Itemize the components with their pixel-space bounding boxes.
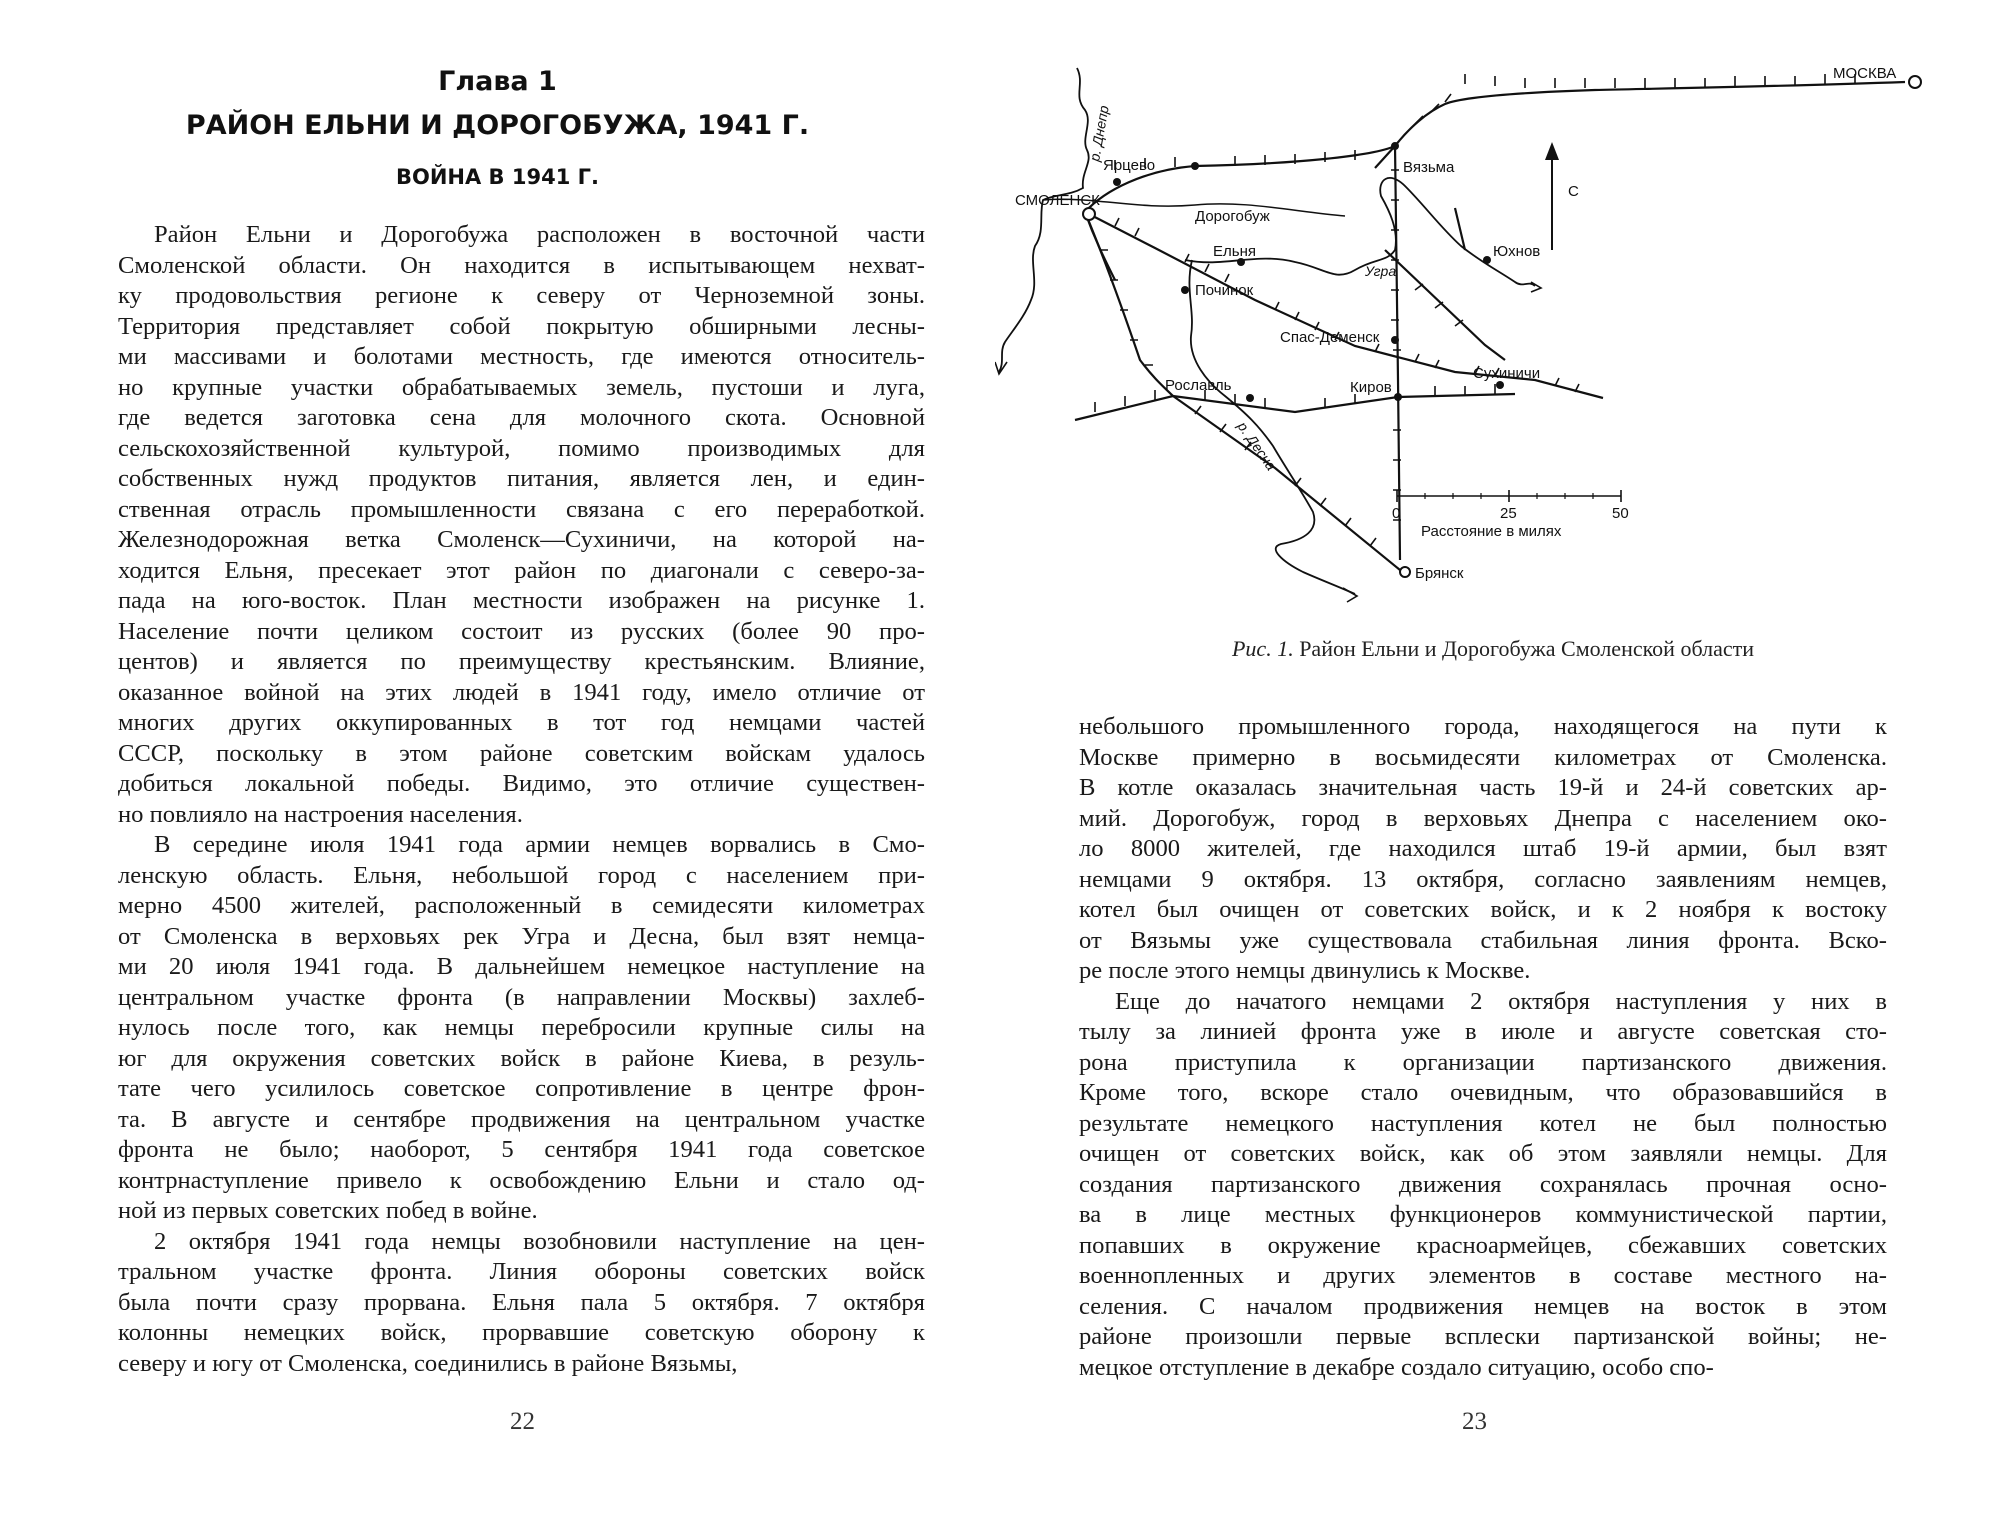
- text-line: Кроме того, вскоре стало очевидным, что образовавшийся в: [1079, 1079, 1887, 1106]
- text-line: нулось после того, как немцы перебросили крупные силы на: [118, 1014, 925, 1041]
- text-line: северу и югу от Смоленска, соединились в районе Вязьмы,: [118, 1349, 738, 1377]
- city-label-vyazma: Вязьма: [1403, 159, 1455, 176]
- city-label-smolensk: СМОЛЕНСК: [1015, 192, 1100, 209]
- city-label-dorogobuzh: Дорогобуж: [1195, 208, 1270, 225]
- river-ugra: [1185, 178, 1535, 286]
- text-line: мецкое отступление в декабре создало ситуацию, особо спо-: [1079, 1353, 1714, 1381]
- text-line: оказанное войной на этих людей в 1941 году, имело отличие от: [118, 678, 925, 706]
- city-label-sukhinichi: Сухиничи: [1473, 365, 1541, 382]
- text-line: В середине июля 1941 года армии немцев ворвались в Смо-: [154, 831, 925, 858]
- scale-label: Расстояние в милях: [1421, 523, 1562, 540]
- text-line: контрнаступление привело к освобождению Ельни и стало од-: [118, 1166, 925, 1194]
- river-label-desna: р. Десна: [1234, 418, 1280, 474]
- city-label-kirov: Киров: [1350, 379, 1392, 396]
- text-line: очищен от советских войск, как об этом заявляли немцы. Для: [1079, 1140, 1887, 1167]
- city-label-bryansk: Брянск: [1415, 565, 1464, 582]
- city-label-moscow: МОСКВА: [1833, 65, 1897, 82]
- text-line: военнопленных и других элементов в составе местного на-: [1079, 1262, 1887, 1289]
- right-page: [995, 0, 1991, 1540]
- text-line: тылу за линией фронта уже в июле и августе советская сто-: [1079, 1018, 1887, 1045]
- north-label: С: [1568, 183, 1579, 200]
- region-map: [995, 0, 1991, 640]
- text-line: мий. Дорогобуж, город в верховьях Днепра с населением око-: [1079, 804, 1887, 832]
- caption-prefix: Рис. 1.: [1231, 636, 1294, 661]
- text-line: 2 октября 1941 года немцы возобновили наступление на цен-: [154, 1227, 925, 1255]
- text-line: создания партизанского движения сохранялась прочная осно-: [1079, 1170, 1887, 1198]
- text-line: Москве примерно в восьмидесяти километрах от Смоленска.: [1079, 743, 1887, 771]
- text-line: Район Ельни и Дорогобужа расположен в восточной части: [154, 221, 925, 248]
- text-line: Смоленской области. Он находится в испытывающем нехват-: [118, 251, 925, 279]
- left-page: [0, 0, 995, 1540]
- text-line: Железнодорожная ветка Смоленск—Сухиничи, на которой на-: [118, 526, 925, 553]
- section-title: ВОЙНА В 1941 Г.: [395, 165, 599, 189]
- text-line: ре после этого немцы двинулись к Москве.: [1079, 957, 1531, 984]
- scale-tick-0: 0: [1392, 505, 1401, 522]
- text-line: но крупные участки обрабатываемых земель, пустоши и луга,: [118, 373, 925, 401]
- text-line: ло 8000 жителей, где находился штаб 19-й армии, был взят: [1079, 835, 1887, 862]
- text-line: Еще до начатого немцами 2 октября наступления у них в: [1115, 987, 1887, 1015]
- scale-tick-50: 50: [1612, 505, 1629, 522]
- text-line: тральном участке фронта. Линия обороны советских войск: [118, 1258, 925, 1285]
- text-line: та. В августе и сентябре продвижения на центральном участке: [118, 1105, 925, 1133]
- text-line: результате немецкого наступления котел не был полностью: [1079, 1109, 1887, 1137]
- railway-ties: [1095, 74, 1855, 546]
- text-line: юг для окружения советских войск в районе Киева, в резуль-: [118, 1044, 925, 1072]
- chapter-title: РАЙОН ЕЛЬНИ И ДОРОГОБУЖА, 1941 Г.: [185, 110, 810, 141]
- text-line: фронта не было; наоборот, 5 сентября 1941 года советское: [118, 1136, 925, 1163]
- left-body-text: [118, 220, 925, 1379]
- text-line: тате чего усилилось советское сопротивление в центре фрон-: [118, 1075, 925, 1102]
- river-label-ugra: Угра: [1365, 263, 1397, 279]
- text-line: добиться локальной победы. Видимо, это отличие существен-: [118, 770, 925, 797]
- city-label-yukhnov: Юхнов: [1493, 243, 1541, 260]
- river-dnepr: [999, 68, 1089, 372]
- page-number-right: 23: [1462, 1408, 1487, 1435]
- city-label-yelnya: Ельня: [1213, 243, 1256, 260]
- chapter-number: Глава 1: [438, 66, 557, 97]
- city-label-spas-demensk: Спас-Деменск: [1280, 329, 1380, 346]
- text-line: Население почти целиком состоит из русских (более 90 про-: [118, 617, 925, 645]
- text-line: ми массивами и болотами местность, где имеются относитель-: [118, 343, 925, 370]
- river-label-dnepr: р. Днепр: [1086, 104, 1112, 163]
- text-line: попавших в окружение красноармейцев, сбежавших советских: [1079, 1231, 1887, 1259]
- text-line: от Смоленска в верховьях рек Угра и Десна, был взят немца-: [118, 922, 925, 950]
- text-line: мерно 4500 жителей, расположенный в семидесяти километрах: [118, 892, 925, 919]
- right-body-text: [1079, 712, 1887, 1383]
- city-label-pochinok: Починок: [1195, 282, 1254, 299]
- text-line: ва в лице местных функционеров коммунистической партии,: [1079, 1201, 1887, 1228]
- figure-caption: [995, 636, 1991, 662]
- text-line: ми 20 июля 1941 года. В дальнейшем немецкое наступление на: [118, 953, 925, 980]
- text-line: ленскую область. Ельня, небольшой город с населением при-: [118, 861, 925, 889]
- text-line: селения. С началом продвижения немцев на восток в этом: [1079, 1292, 1887, 1320]
- scale-bar: [1392, 490, 1629, 540]
- text-line: была почти сразу прорвана. Ельня пала 5 октября. 7 октября: [118, 1288, 925, 1316]
- text-line: колонны немецких войск, прорвавшие советскую оборону к: [118, 1319, 925, 1346]
- text-line: центов) и является по преимуществу крестьянским. Влияние,: [118, 648, 925, 675]
- text-line: В котле оказалась значительная часть 19-й и 24-й советских ар-: [1079, 774, 1887, 801]
- text-line: но повлияло на настроения населения.: [118, 800, 523, 828]
- north-arrow-icon: [1545, 142, 1579, 250]
- city-markers: [1113, 142, 1504, 402]
- text-line: немцами 9 октября. 13 октября, согласно заявлениям немцев,: [1079, 865, 1887, 893]
- text-line: котел был очищен от советских войск, и к 2 ноября к востоку: [1079, 896, 1887, 923]
- text-line: где ведется заготовка сена для молочного скота. Основной: [118, 404, 925, 431]
- city-label-roslavl: Рославль: [1165, 377, 1232, 394]
- text-line: ку продовольствия регионе к северу от Черноземной зоны.: [118, 282, 925, 309]
- text-line: центральном участке фронта (в направлении Москвы) захлеб-: [118, 983, 925, 1011]
- text-line: собственных нужд продуктов питания, является лен, и един-: [118, 465, 925, 492]
- text-line: от Вязьмы уже существовала стабильная линия фронта. Вско-: [1079, 926, 1887, 954]
- text-line: ной из первых советских побед в войне.: [118, 1197, 538, 1224]
- river-desna: [1189, 260, 1355, 594]
- text-line: пада на юго-восток. План местности изображен на рисунке 1.: [118, 587, 925, 614]
- text-line: районе произошли первые всплески партизанской войны; не-: [1079, 1323, 1887, 1350]
- text-line: сельскохозяйственной культурой, помимо производимых для: [118, 434, 925, 462]
- text-line: Территория представляет собой покрытую обширными лесны-: [118, 312, 925, 340]
- page-number-left: 22: [510, 1408, 535, 1435]
- text-line: рона приступила к организации партизанского движения.: [1079, 1048, 1887, 1076]
- text-line: СССР, поскольку в этом районе советским войскам удалось: [118, 739, 925, 767]
- text-line: ственная отрасль промышленности связана с его переработкой.: [118, 495, 925, 523]
- scale-tick-25: 25: [1500, 505, 1517, 522]
- caption-text: Район Ельни и Дорогобужа Смоленской области: [1299, 636, 1754, 661]
- text-line: многих других оккупированных в тот год немцами частей: [118, 709, 925, 736]
- text-line: небольшого промышленного города, находящегося на пути к: [1079, 713, 1887, 740]
- text-line: ходится Ельня, пресекает этот район по диагонали с северо-за-: [118, 556, 925, 584]
- city-label-yartsevo: Ярцево: [1103, 157, 1156, 174]
